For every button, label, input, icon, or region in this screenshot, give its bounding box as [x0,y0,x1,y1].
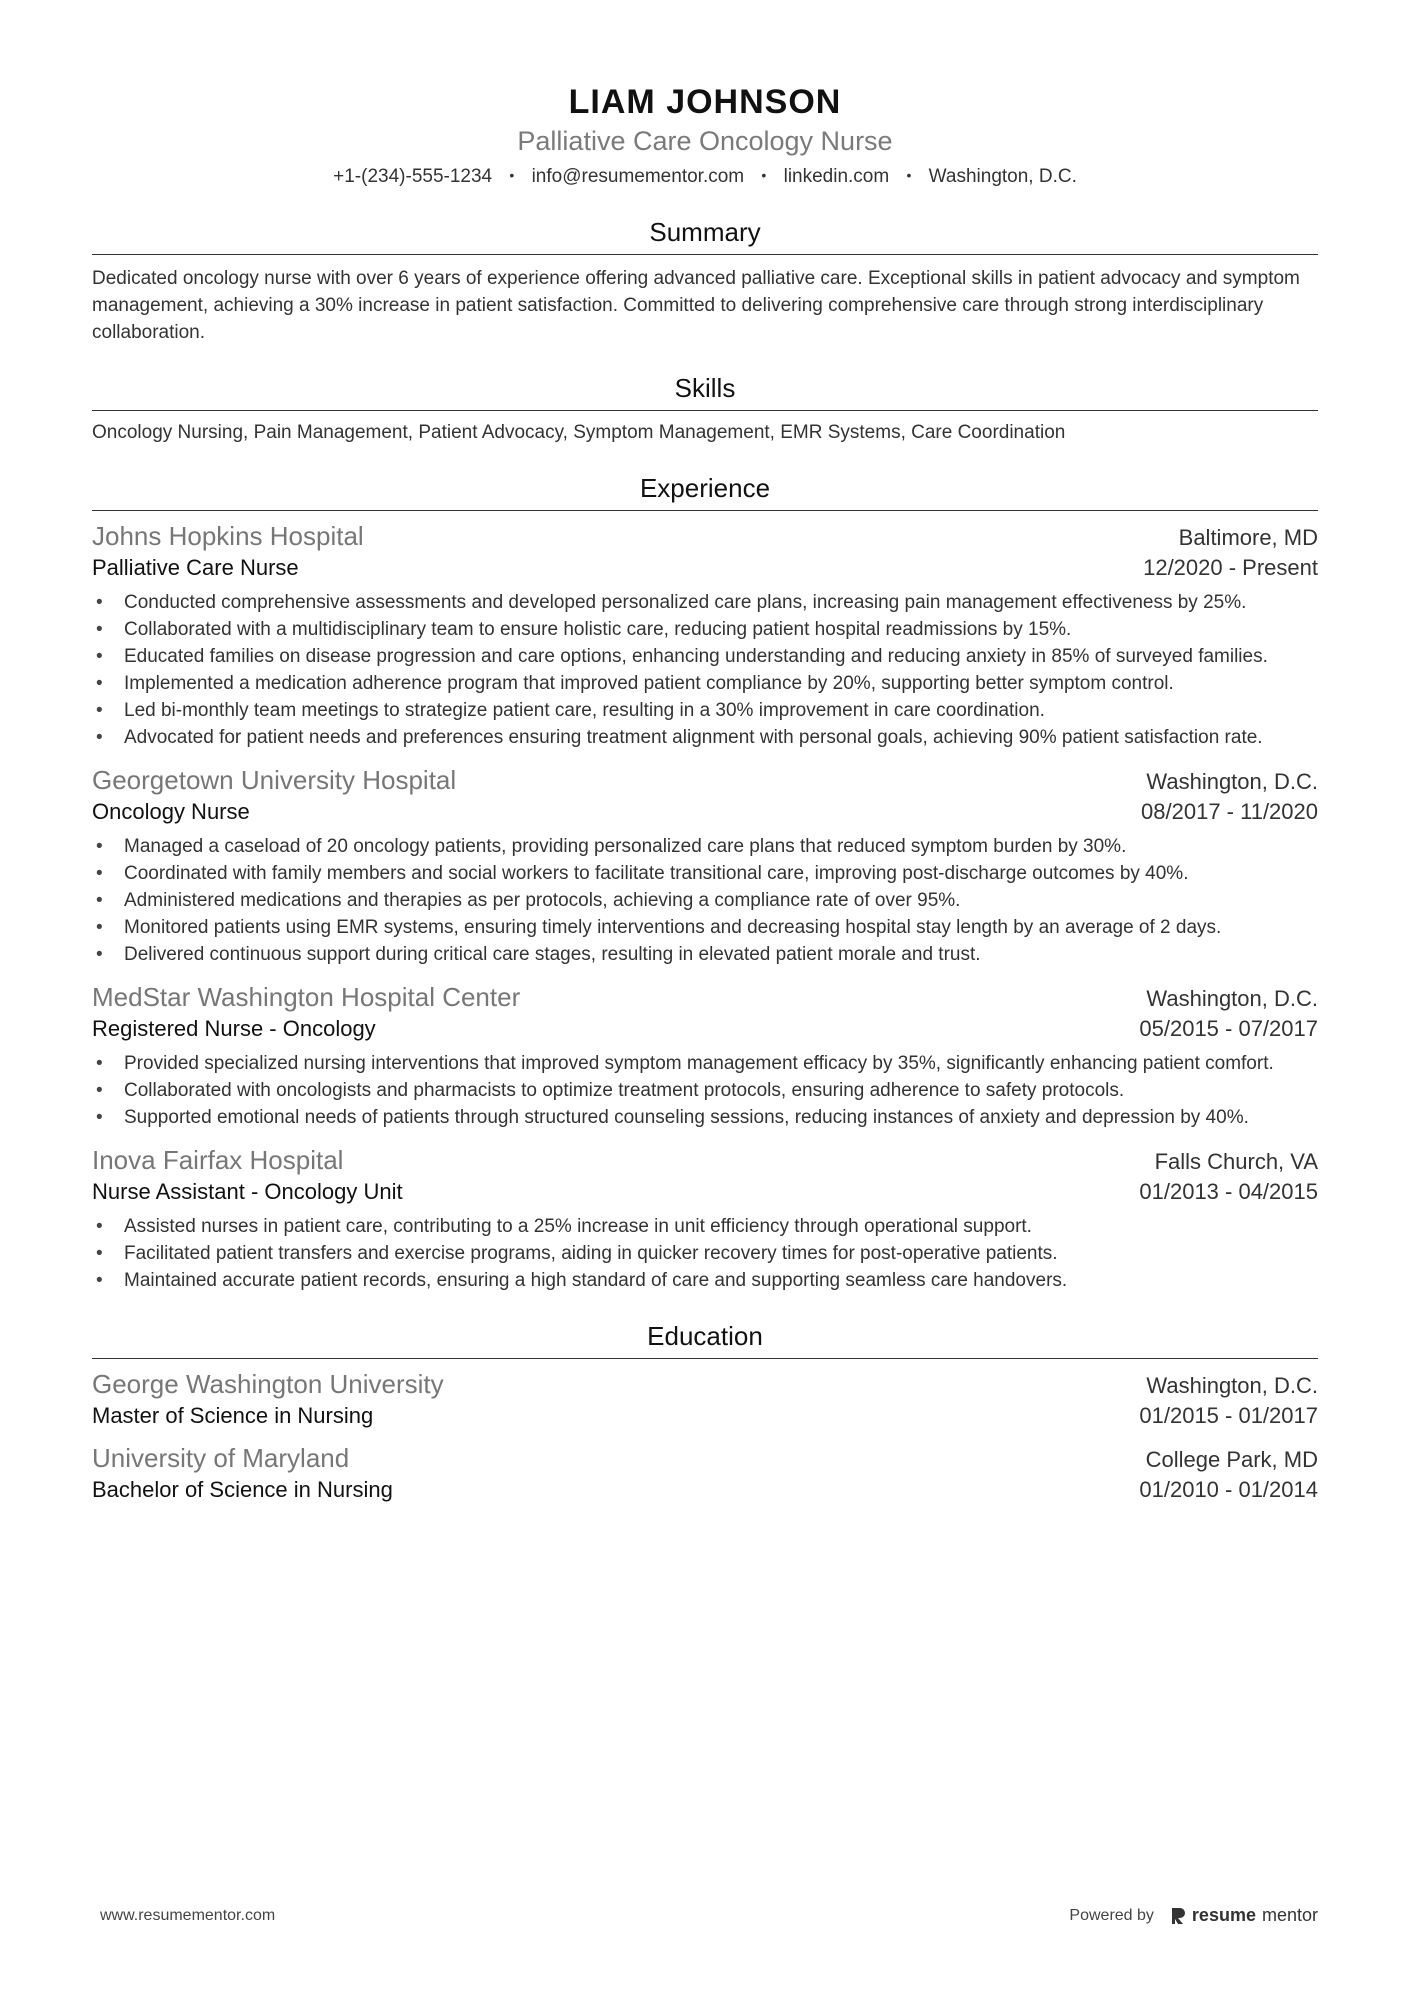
school-location: College Park, MD [1145,1447,1318,1472]
job-bullet: • Administered medications and therapies as per protocols, achieving a compliance rate of over 95%. [92,887,1318,914]
job-dates: 12/2020 - Present [1143,555,1318,580]
summary-text: Dedicated oncology nurse with over 6 years of experience offering advanced palliative care. Exceptional skills in patient advocacy and symptom management, achieving a 30% increase in patient satisfaction. Committed to delivering comprehensive care through strong interdisciplinary collaboration. [92,268,1300,343]
entry-subheader-row [92,1401,1318,1431]
degree-name: Master of Science in Nursing [92,1403,374,1428]
candidate-name: LIAM JOHNSON [568,83,842,121]
education-entry [92,1441,1318,1505]
entry-header-row [92,519,1318,553]
job-bullet: • Supported emotional needs of patients through structured counseling sessions, reducing instances of anxiety and depression by 40%. [92,1104,1318,1131]
entry-subheader-row [92,1475,1318,1505]
job-bullet: • Assisted nurses in patient care, contributing to a 25% increase in unit efficiency through operational support. [92,1213,1318,1240]
job-dates: 05/2015 - 07/2017 [1139,1016,1318,1041]
powered-by [1069,1905,1318,1926]
job-title: Registered Nurse - Oncology [92,1016,376,1041]
experience-section [92,472,1318,1294]
contact-email[interactable]: info@resumementor.com [531,166,745,187]
brand-name-light: mentor [1261,1905,1318,1925]
job-bullet: • Coordinated with family members and social workers to facilitate transitional care, improving post-discharge outcomes by 40%. [92,860,1318,887]
employer-location: Washington, D.C. [1146,986,1318,1011]
page-footer [100,1905,1318,1926]
resume-header [92,0,1318,190]
job-bullet: • Implemented a medication adherence program that improved patient compliance by 20%, supporting better symptom control. [92,670,1318,697]
school-location: Washington, D.C. [1146,1373,1318,1398]
job-bullet: • Conducted comprehensive assessments and developed personalized care plans, increasing pain management effectiveness by 25%. [92,589,1318,616]
entry-header-row [92,1367,1318,1401]
job-bullet: • Advocated for patient needs and preferences ensuring treatment alignment with personal goals, achieving 90% patient satisfaction rate. [92,724,1318,751]
entry-subheader-row [92,553,1318,583]
job-dates: 08/2017 - 11/2020 [1141,799,1318,824]
section-title-education: Education [92,1320,1318,1359]
resumementor-logo-icon [1170,1906,1186,1926]
employer-name: Inova Fairfax Hospital [92,1145,344,1175]
job-bullet: • Educated families on disease progression and care options, enhancing understanding and reducing anxiety in 85% of surveyed families. [92,643,1318,670]
section-title-experience: Experience [92,472,1318,511]
job-title: Oncology Nurse [92,799,250,824]
job-title: Nurse Assistant - Oncology Unit [92,1179,403,1204]
entry-header-row [92,980,1318,1014]
job-bullet: • Provided specialized nursing interventions that improved symptom management efficacy by 35%, significantly enhancing patient comfort. [92,1050,1318,1077]
summary-section [92,216,1318,346]
job-bullet: • Facilitated patient transfers and exercise programs, aiding in quicker recovery times for post-operative patients. [92,1240,1318,1267]
job-bullet-list [92,1050,1318,1131]
brand-logo[interactable] [1170,1905,1318,1926]
education-list [92,1367,1318,1505]
entry-header-row [92,1441,1318,1475]
employer-name: Georgetown University Hospital [92,765,457,795]
job-bullet: • Managed a caseload of 20 oncology patients, providing personalized care plans that reduced symptom burden by 30%. [92,833,1318,860]
skills-section [92,372,1318,446]
school-name: George Washington University [92,1369,444,1399]
education-section [92,1320,1318,1505]
education-entry [92,1367,1318,1431]
employer-name: Johns Hopkins Hospital [92,521,364,551]
brand-name-bold: resume [1191,1905,1256,1925]
job-title: Palliative Care Nurse [92,555,299,580]
experience-entry [92,519,1318,751]
job-bullet: • Led bi-monthly team meetings to strategize patient care, resulting in a 30% improvement in care coordination. [92,697,1318,724]
job-bullet-list [92,1213,1318,1294]
job-bullet: • Monitored patients using EMR systems, ensuring timely interventions and decreasing hospital stay length by an average of 2 days. [92,914,1318,941]
contact-separator: • [906,167,912,183]
job-bullet-list [92,589,1318,751]
contact-linkedin[interactable]: linkedin.com [783,166,890,187]
experience-list [92,519,1318,1294]
job-bullet: • Maintained accurate patient records, ensuring a high standard of care and supporting seamless care handovers. [92,1267,1318,1294]
degree-name: Bachelor of Science in Nursing [92,1477,393,1502]
entry-subheader-row [92,1014,1318,1044]
job-dates: 01/2013 - 04/2015 [1139,1179,1318,1204]
contact-phone: +1-(234)-555-1234 [333,166,493,187]
education-dates: 01/2015 - 01/2017 [1139,1403,1318,1428]
contact-separator: • [761,167,767,183]
section-title-summary: Summary [92,216,1318,255]
contact-location: Washington, D.C. [928,166,1077,187]
powered-by-label: Powered by [1069,1906,1154,1924]
employer-location: Falls Church, VA [1154,1149,1318,1174]
job-bullet: • Delivered continuous support during critical care stages, resulting in elevated patient morale and trust. [92,941,1318,968]
experience-entry [92,980,1318,1131]
job-bullet-list [92,833,1318,968]
entry-subheader-row [92,1177,1318,1207]
employer-location: Baltimore, MD [1178,525,1318,550]
experience-entry [92,763,1318,968]
candidate-role: Palliative Care Oncology Nurse [517,126,893,156]
entry-subheader-row [92,797,1318,827]
education-dates: 01/2010 - 01/2014 [1139,1477,1318,1502]
job-bullet: • Collaborated with a multidisciplinary team to ensure holistic care, reducing patient hospital readmissions by 15%. [92,616,1318,643]
footer-url[interactable]: www.resumementor.com [100,1906,276,1924]
entry-header-row [92,1143,1318,1177]
school-name: University of Maryland [92,1443,350,1473]
contact-separator: • [509,167,515,183]
employer-name: MedStar Washington Hospital Center [92,982,521,1012]
entry-header-row [92,763,1318,797]
skills-text: Oncology Nursing, Pain Management, Patient Advocacy, Symptom Management, EMR Systems, Care Coordination [92,422,1066,443]
section-title-skills: Skills [92,372,1318,411]
employer-location: Washington, D.C. [1146,769,1318,794]
contact-line [92,162,1318,190]
experience-entry [92,1143,1318,1294]
job-bullet: • Collaborated with oncologists and pharmacists to optimize treatment protocols, ensuring adherence to safety protocols. [92,1077,1318,1104]
